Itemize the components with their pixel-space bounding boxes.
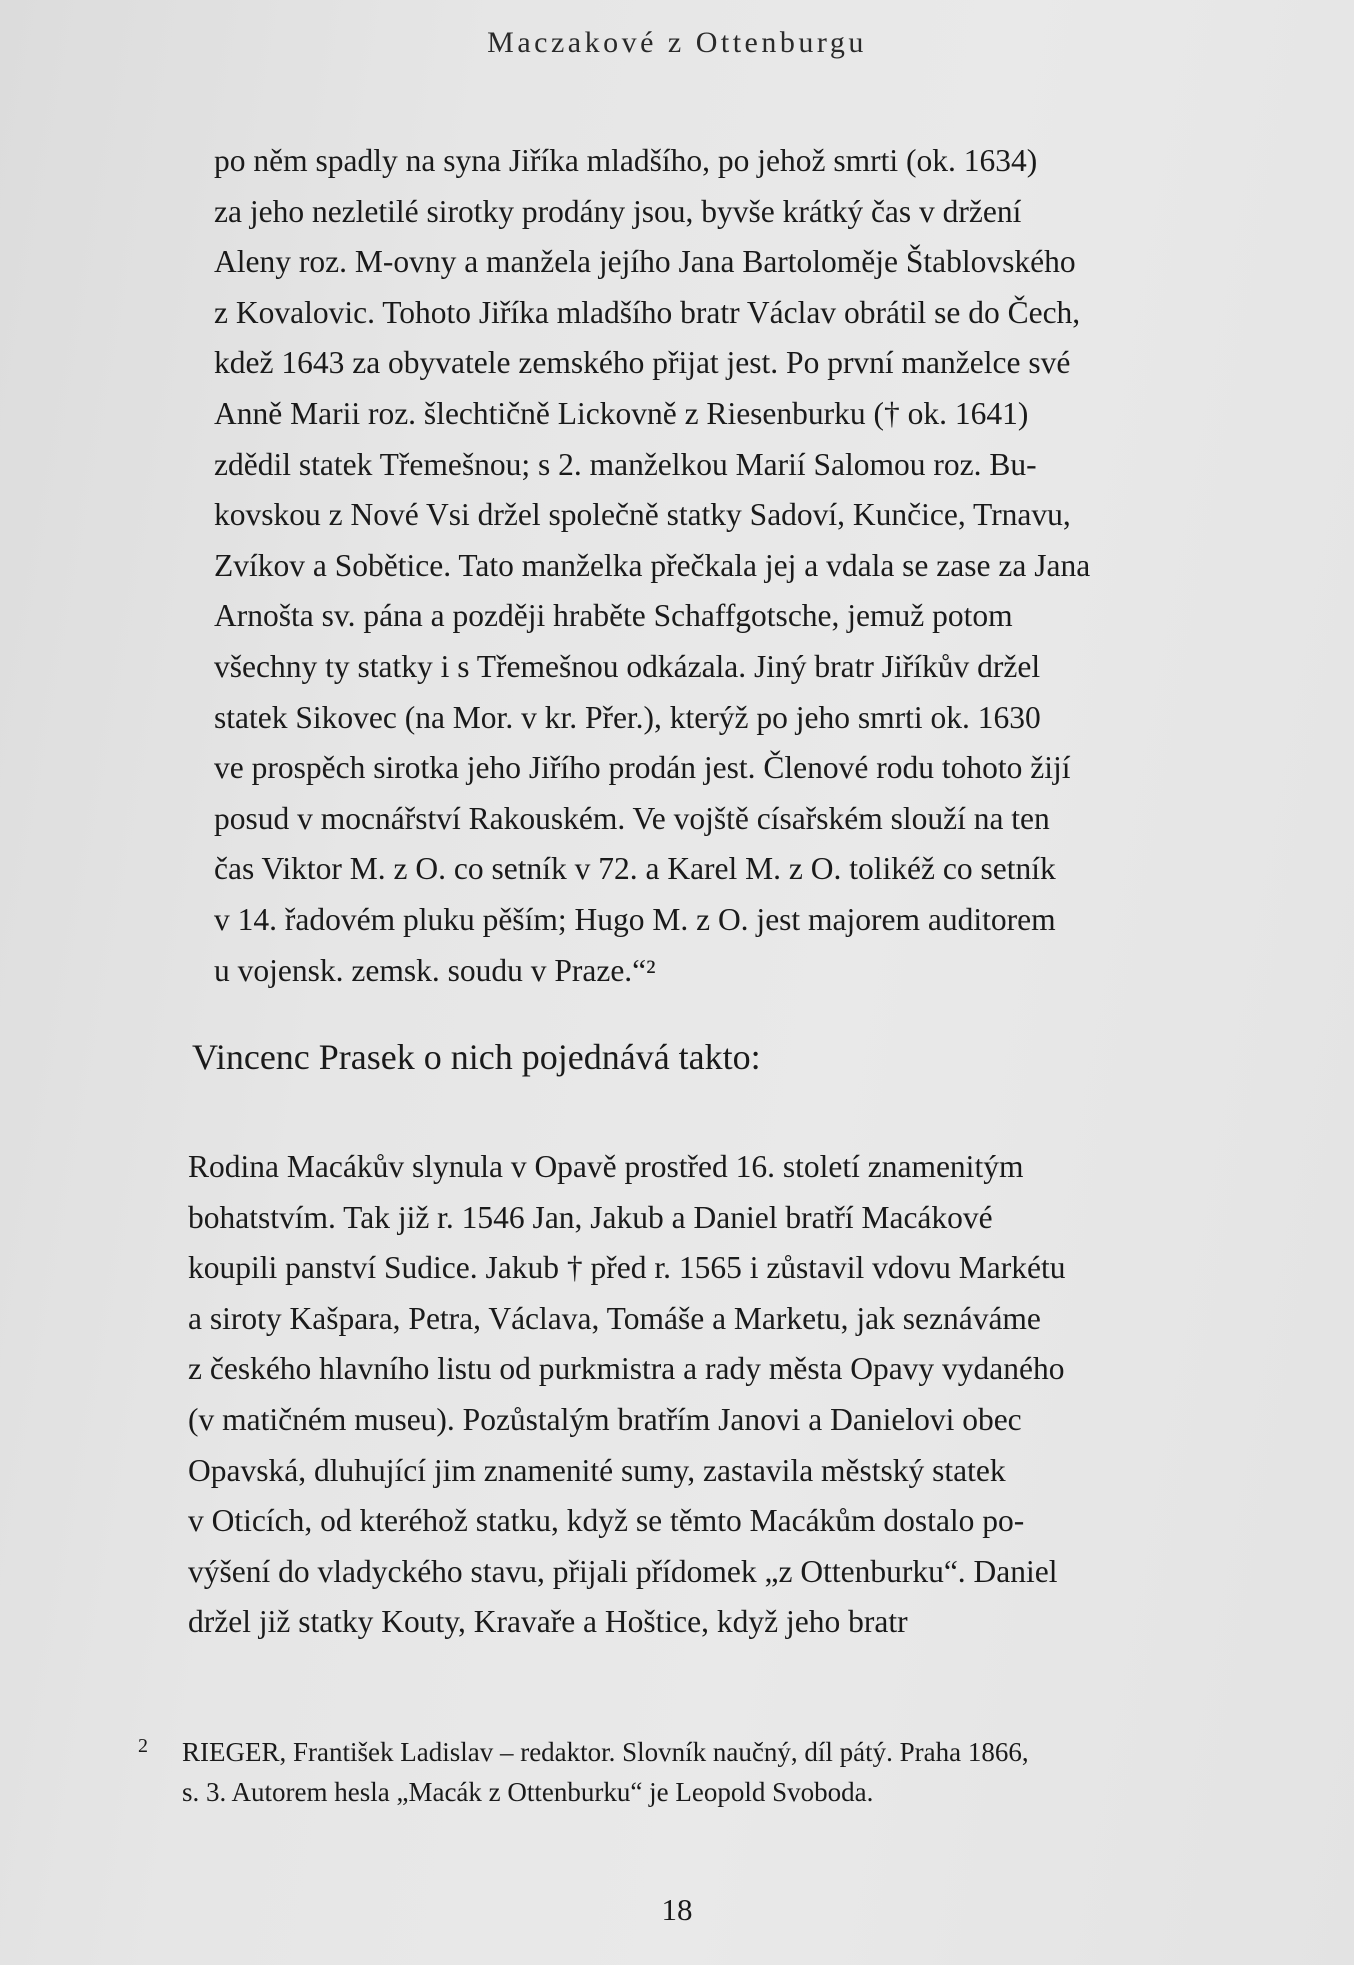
- text-line: z českého hlavního listu od purkmistra a rady města Opavy vydaného: [188, 1351, 1065, 1387]
- text-line: Zvíkov a Sobětice. Tato manželka přečkala jej a vdala se zase za Jana: [214, 547, 1091, 583]
- text-line: všechny ty statky i s Třemešnou odkázala. Jiný bratr Jiříkův držel: [214, 648, 1041, 684]
- text-line: ve prospěch sirotka jeho Jiřího prodán jest. Členové rodu tohoto žijí: [214, 750, 1071, 786]
- footnote-text: [182, 1732, 1029, 1812]
- text-line: v 14. řadovém pluku pěším; Hugo M. z O. jest majorem auditorem: [214, 901, 1056, 937]
- text-line: čas Viktor M. z O. co setník v 72. a Karel M. z O. tolikéž co setník: [214, 851, 1056, 887]
- text-line: u vojensk. zemsk. soudu v Praze.“²: [214, 952, 656, 988]
- text-line: zdědil statek Třemešnou; s 2. manželkou Marií Salomou roz. Bu-: [214, 446, 1037, 482]
- text-line: kovskou z Nové Vsi držel společně statky Sadoví, Kunčice, Trnavu,: [214, 497, 1071, 533]
- text-line: koupili panství Sudice. Jakub † před r. 1565 i zůstavil vdovu Markétu: [188, 1250, 1066, 1286]
- text-line: bohatstvím. Tak již r. 1546 Jan, Jakub a Daniel bratří Macákové: [188, 1199, 993, 1235]
- page-number: 18: [661, 1892, 693, 1927]
- text-line: výšení do vladyckého stavu, přijali přídomek „z Ottenburku“. Daniel: [188, 1553, 1058, 1589]
- text-line: kdež 1643 za obyvatele zemského přijat jest. Po první manželce své: [214, 345, 1071, 381]
- footnote-marker: 2: [138, 1735, 148, 1757]
- body-paragraph: [188, 1142, 1158, 1648]
- footnote-line: s. 3. Autorem hesla „Macák z Ottenburku“ je Leopold Svoboda.: [182, 1777, 874, 1807]
- running-head: Maczakové z Ottenburgu: [487, 26, 867, 59]
- text-line: v Oticích, od kteréhož statku, když se těmto Macákům dostalo po-: [188, 1503, 1025, 1539]
- text-line: z Kovalovic. Tohoto Jiříka mladšího bratr Václav obrátil se do Čech,: [214, 294, 1081, 330]
- text-line: (v matičném museu). Pozůstalým bratřím Janovi a Danielovi obec: [188, 1401, 1022, 1437]
- text-line: za jeho nezletilé sirotky prodány jsou, byvše krátký čas v držení: [214, 193, 1022, 229]
- text-line: po něm spadly na syna Jiříka mladšího, po jehož smrti (ok. 1634): [214, 143, 1038, 178]
- section-heading: Vincenc Prasek o nich pojednává takto:: [192, 1037, 761, 1077]
- text-line: Anně Marii roz. šlechtičně Lickovně z Riesenburku († ok. 1641): [214, 395, 1029, 431]
- text-line: a siroty Kašpara, Petra, Václava, Tomáše a Marketu, jak seznáváme: [188, 1300, 1041, 1336]
- text-line: Opavská, dluhující jim znamenité sumy, zastavila městský statek: [188, 1452, 1006, 1488]
- text-line: držel již statky Kouty, Kravaře a Hoštice, když jeho bratr: [188, 1604, 908, 1640]
- quoted-paragraph: [214, 136, 1164, 996]
- text-line: Aleny roz. M-ovny a manžela jejího Jana Bartoloměje Štablovského: [214, 244, 1076, 280]
- footnote-line: RIEGER, František Ladislav – redaktor. Slovník naučný, díl pátý. Praha 1866,: [182, 1737, 1029, 1767]
- text-line: Arnošta sv. pána a později hraběte Schaffgotsche, jemuž potom: [214, 598, 1013, 634]
- text-line: posud v mocnářství Rakouském. Ve vojště císařském slouží na ten: [214, 800, 1050, 836]
- text-line: Rodina Macákův slynula v Opavě prostřed 16. století znamenitým: [188, 1149, 1024, 1184]
- text-line: statek Sikovec (na Mor. v kr. Přer.), kterýž po jeho smrti ok. 1630: [214, 699, 1041, 735]
